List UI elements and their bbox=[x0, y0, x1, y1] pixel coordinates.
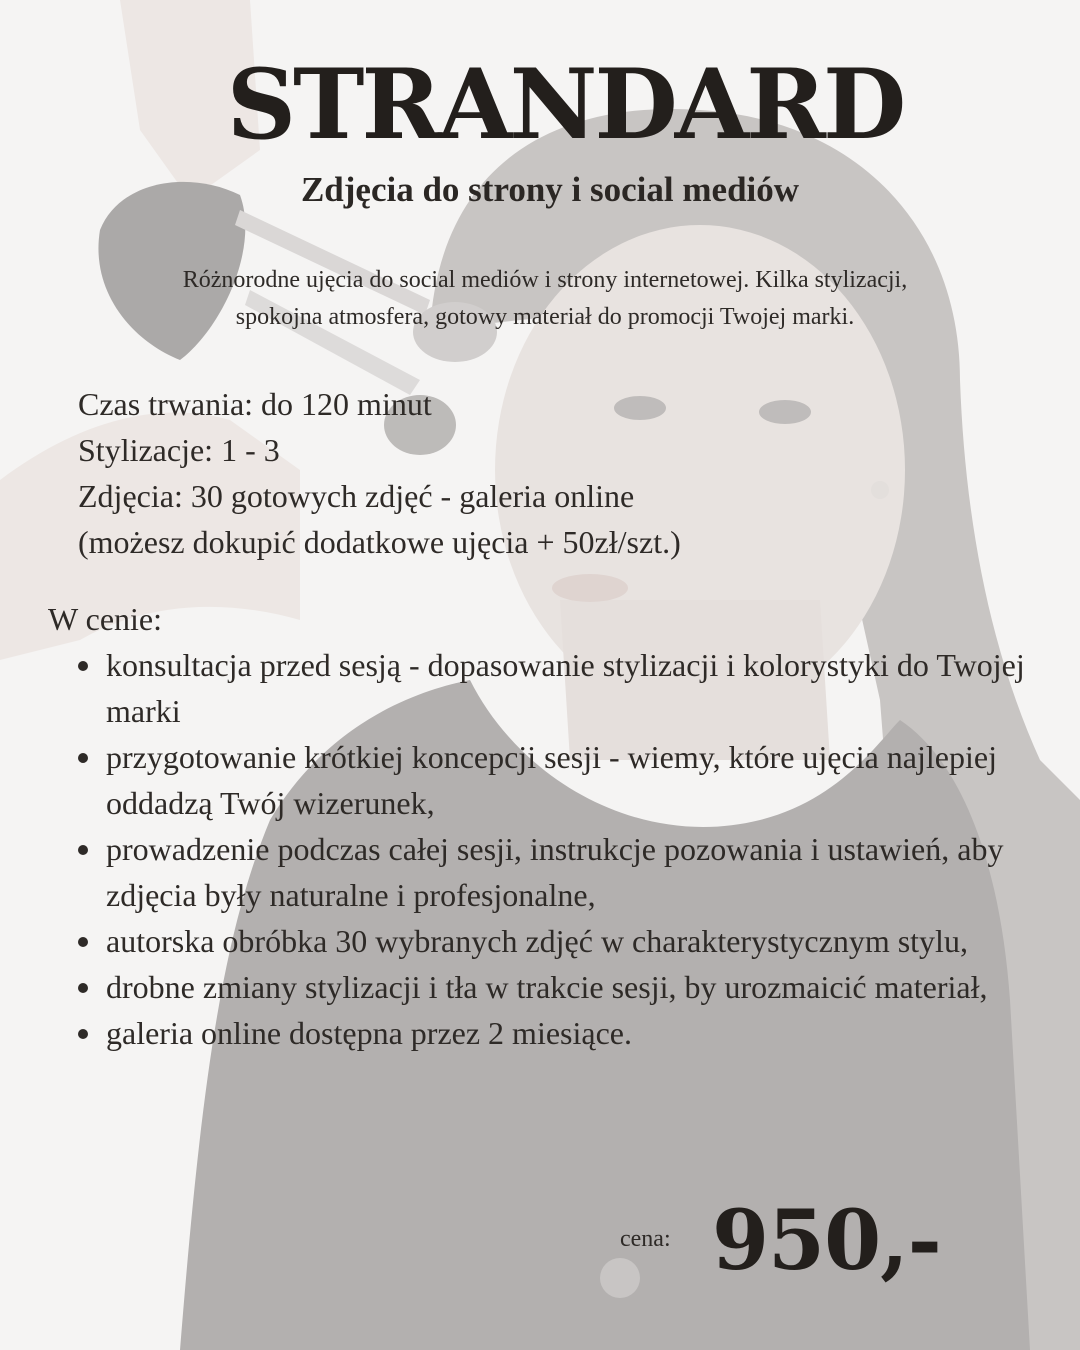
bullet-icon bbox=[78, 661, 88, 671]
spec-stylings: Stylizacje: 1 - 3 bbox=[78, 432, 280, 468]
list-item-text: galeria online dostępna przez 2 miesiące. bbox=[106, 1015, 632, 1051]
list-item bbox=[74, 1010, 1034, 1056]
list-item bbox=[74, 964, 1034, 1010]
price-value: 950,- bbox=[712, 1193, 941, 1289]
list-item-text: autorska obróbka 30 wybranych zdjęć w charakterystycznym stylu, bbox=[106, 923, 968, 959]
bullet-icon bbox=[78, 1029, 88, 1039]
includes-heading: W cenie: bbox=[48, 601, 163, 637]
intro-text bbox=[60, 262, 1030, 336]
bullet-icon bbox=[78, 753, 88, 763]
includes-list bbox=[74, 642, 1034, 1056]
price-label: cena: bbox=[620, 1226, 671, 1252]
list-item bbox=[74, 918, 1034, 964]
page-title: STRANDARD bbox=[226, 48, 904, 161]
intro-line-1: Różnorodne ujęcia do social mediów i strony internetowej. Kilka stylizacji, bbox=[182, 267, 908, 293]
list-item-text: prowadzenie podczas całej sesji, instrukcje pozowania i ustawień, aby zdjęcia były naturalne i profesjonalne, bbox=[106, 831, 1004, 913]
list-item bbox=[74, 642, 1034, 734]
bullet-icon bbox=[78, 983, 88, 993]
list-item-text: konsultacja przed sesją - dopasowanie stylizacji i kolorystyki do Twojej marki bbox=[106, 647, 1025, 729]
spec-photos: Zdjęcia: 30 gotowych zdjęć - galeria online bbox=[78, 478, 635, 514]
list-item-text: drobne zmiany stylizacji i tła w trakcie sesji, by urozmaicić materiał, bbox=[106, 969, 988, 1005]
intro-line-2: spokojna atmosfera, gotowy materiał do promocji Twojej marki. bbox=[235, 304, 855, 330]
spec-extra-note: (możesz dokupić dodatkowe ujęcia + 50zł/szt.) bbox=[78, 524, 681, 560]
spec-duration: Czas trwania: do 120 minut bbox=[78, 386, 432, 422]
list-item-text: przygotowanie krótkiej koncepcji sesji - wiemy, które ujęcia najlepiej oddadzą Twój wizerunek, bbox=[106, 739, 997, 821]
package-specs bbox=[78, 381, 978, 565]
page-subtitle: Zdjęcia do strony i social mediów bbox=[300, 170, 800, 209]
list-item bbox=[74, 826, 1034, 918]
bullet-icon bbox=[78, 937, 88, 947]
bullet-icon bbox=[78, 845, 88, 855]
list-item bbox=[74, 734, 1034, 826]
